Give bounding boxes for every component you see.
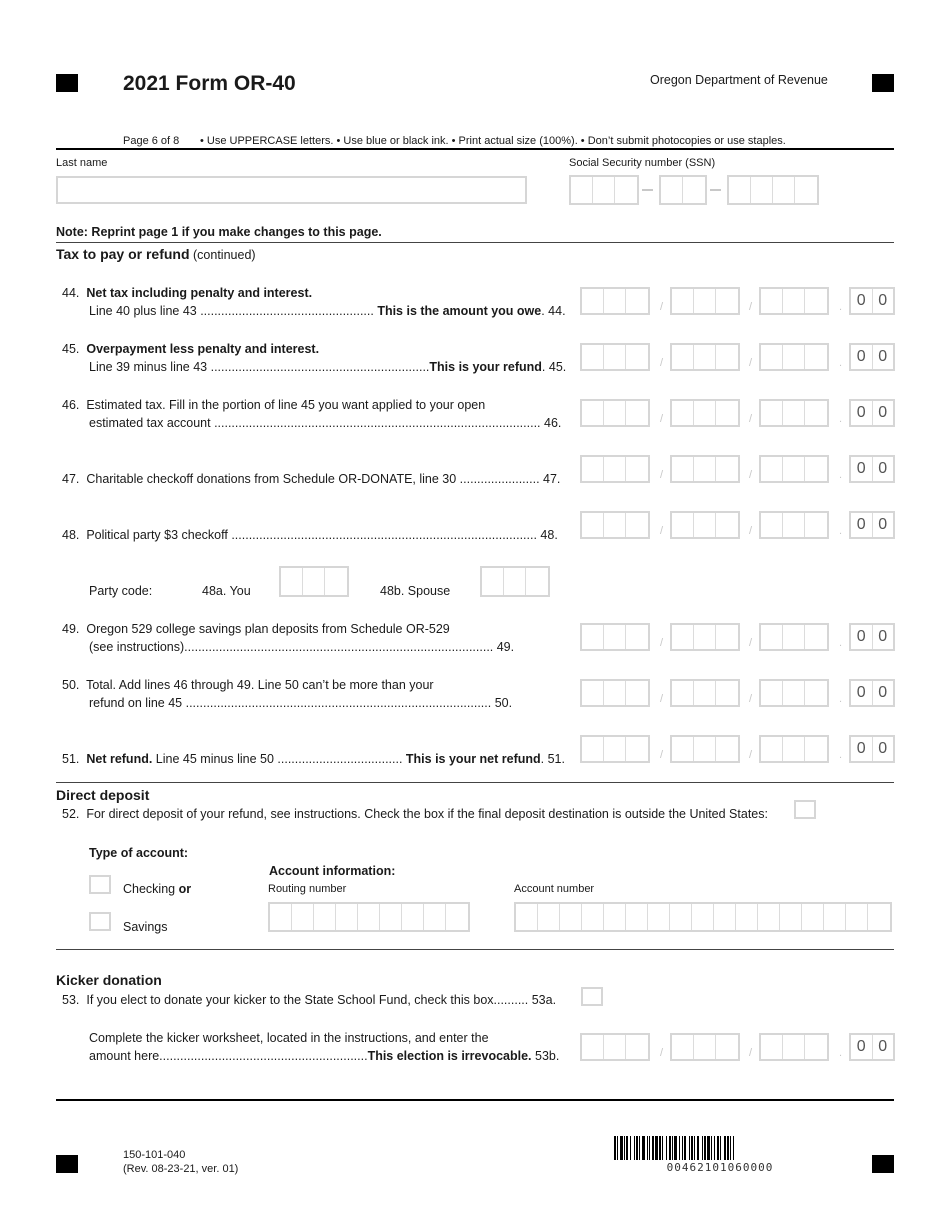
form-title: 2021 Form OR-40 [123, 72, 296, 95]
cents-input: 0 0 [849, 623, 895, 651]
checking-checkbox[interactable] [89, 875, 111, 894]
line-50: 50. Total. Add lines 46 through 49. Line 50 can’t be more than your refund on line 45 ........................................................................................ 50. [62, 678, 513, 710]
account-number-label: Account number [514, 883, 595, 895]
header-rule [56, 148, 894, 150]
reprint-note: Note: Reprint page 1 if you make changes to this page. [56, 225, 382, 239]
kicker-title: Kicker donation [56, 972, 162, 988]
checking-label: Checking or [123, 882, 192, 896]
line-47: 47. Charitable checkoff donations from Schedule OR-DONATE, line 30 ....................... 47. [62, 472, 561, 486]
routing-number-label: Routing number [268, 883, 347, 895]
section-tax-title: Tax to pay or refund (continued) [56, 246, 256, 262]
savings-label: Savings [123, 920, 168, 934]
line-52: 52. For direct deposit of your refund, see instructions. Check the box if the final deposit destination is outside the United States: [62, 807, 768, 821]
line-48: 48. Political party $3 checkoff ........................................................................................ 48. [62, 528, 558, 542]
form-revision: (Rev. 08-23-21, ver. 01) [123, 1163, 239, 1175]
registration-mark-bottom-right [872, 1155, 894, 1173]
line-49-amount[interactable]: / / . 0 0 [580, 623, 896, 653]
party-spouse-label: 48b. Spouse [380, 584, 451, 598]
savings-checkbox[interactable] [89, 912, 111, 931]
line-46-amount[interactable]: / / . 0 0 [580, 399, 896, 429]
routing-number-input[interactable] [268, 902, 470, 932]
last-name-label: Last name [56, 157, 108, 169]
account-number-input[interactable] [514, 902, 892, 932]
party-code-label: Party code: [89, 584, 153, 598]
line-44: 44. Net tax including penalty and interest. Line 40 plus line 43 .................................................. This is the amount you owe. 44. [62, 286, 566, 318]
line-51-amount[interactable]: / / . 0 0 [580, 735, 896, 765]
agency-name: Oregon Department of Revenue [650, 73, 828, 87]
registration-mark-top-right [872, 74, 894, 92]
line-49: 49. Oregon 529 college savings plan deposits from Schedule OR-529 (see instructions)......................................................................................... 49. [62, 622, 515, 654]
line-48-amount[interactable]: / / . 0 0 [580, 511, 896, 541]
line-46: 46. Estimated tax. Fill in the portion of line 45 you want applied to your open estimated tax account .............................................................................................. 46. [62, 398, 562, 430]
kicker-donate-checkbox[interactable] [581, 987, 603, 1006]
line-47-amount[interactable]: / / . 0 0 [580, 455, 896, 485]
direct-deposit-rule [56, 782, 894, 783]
party-code-you-input[interactable] [279, 566, 349, 597]
direct-deposit-title: Direct deposit [56, 787, 150, 803]
account-type-label: Type of account: [89, 846, 189, 860]
cents-input: 0 0 [849, 343, 895, 371]
cents-input: 0 0 [849, 679, 895, 707]
note-rule [56, 242, 894, 243]
line-53a: 53. If you elect to donate your kicker to the State School Fund, check this box.......... 53a. [62, 993, 557, 1007]
line-45: 45. Overpayment less penalty and interest. Line 39 minus line 43 ...............................................................This is your refund. 45. [62, 342, 567, 374]
footer-rule [56, 1099, 894, 1101]
cents-input: 0 0 [849, 735, 895, 763]
form-number: 150-101-040 [123, 1149, 186, 1161]
barcode-image [614, 1136, 826, 1160]
line-50-amount[interactable]: / / . 0 0 [580, 679, 896, 709]
barcode-number: 00462101060000 [666, 1161, 774, 1174]
line-44-amount[interactable]: / / . 0 0 [580, 287, 896, 317]
cents-input: 0 0 [849, 511, 895, 539]
line-53b: Complete the kicker worksheet, located in the instructions, and enter the amount here............................................................This election is irrevocable. 53b. [89, 1031, 560, 1063]
registration-mark-top-left [56, 74, 78, 92]
last-name-input[interactable] [56, 176, 527, 204]
page-info: Page 6 of 8 [123, 135, 180, 147]
cents-input: 0 0 [849, 287, 895, 315]
party-code-spouse-input[interactable] [480, 566, 550, 597]
cents-input: 0 0 [849, 455, 895, 483]
cents-input: 0 0 [849, 399, 895, 427]
cents-input: 0 0 [849, 1033, 895, 1061]
line-51: 51. Net refund. Line 45 minus line 50 .................................... This is your net refund. 51. [62, 752, 565, 766]
party-you-label: 48a. You [202, 584, 251, 598]
outside-us-checkbox[interactable] [794, 800, 816, 819]
account-info-label: Account information: [269, 864, 396, 878]
line-53b-amount[interactable]: / / . 0 0 [580, 1033, 896, 1063]
registration-mark-bottom-left [56, 1155, 78, 1173]
ssn-input[interactable] [569, 175, 819, 205]
form-instructions: • Use UPPERCASE letters. • Use blue or black ink. • Print actual size (100%). • Don’t submit photocopies or use staples. [200, 135, 786, 147]
line-45-amount[interactable]: / / . 0 0 [580, 343, 896, 373]
ssn-label: Social Security number (SSN) [569, 157, 716, 169]
kicker-rule [56, 949, 894, 950]
